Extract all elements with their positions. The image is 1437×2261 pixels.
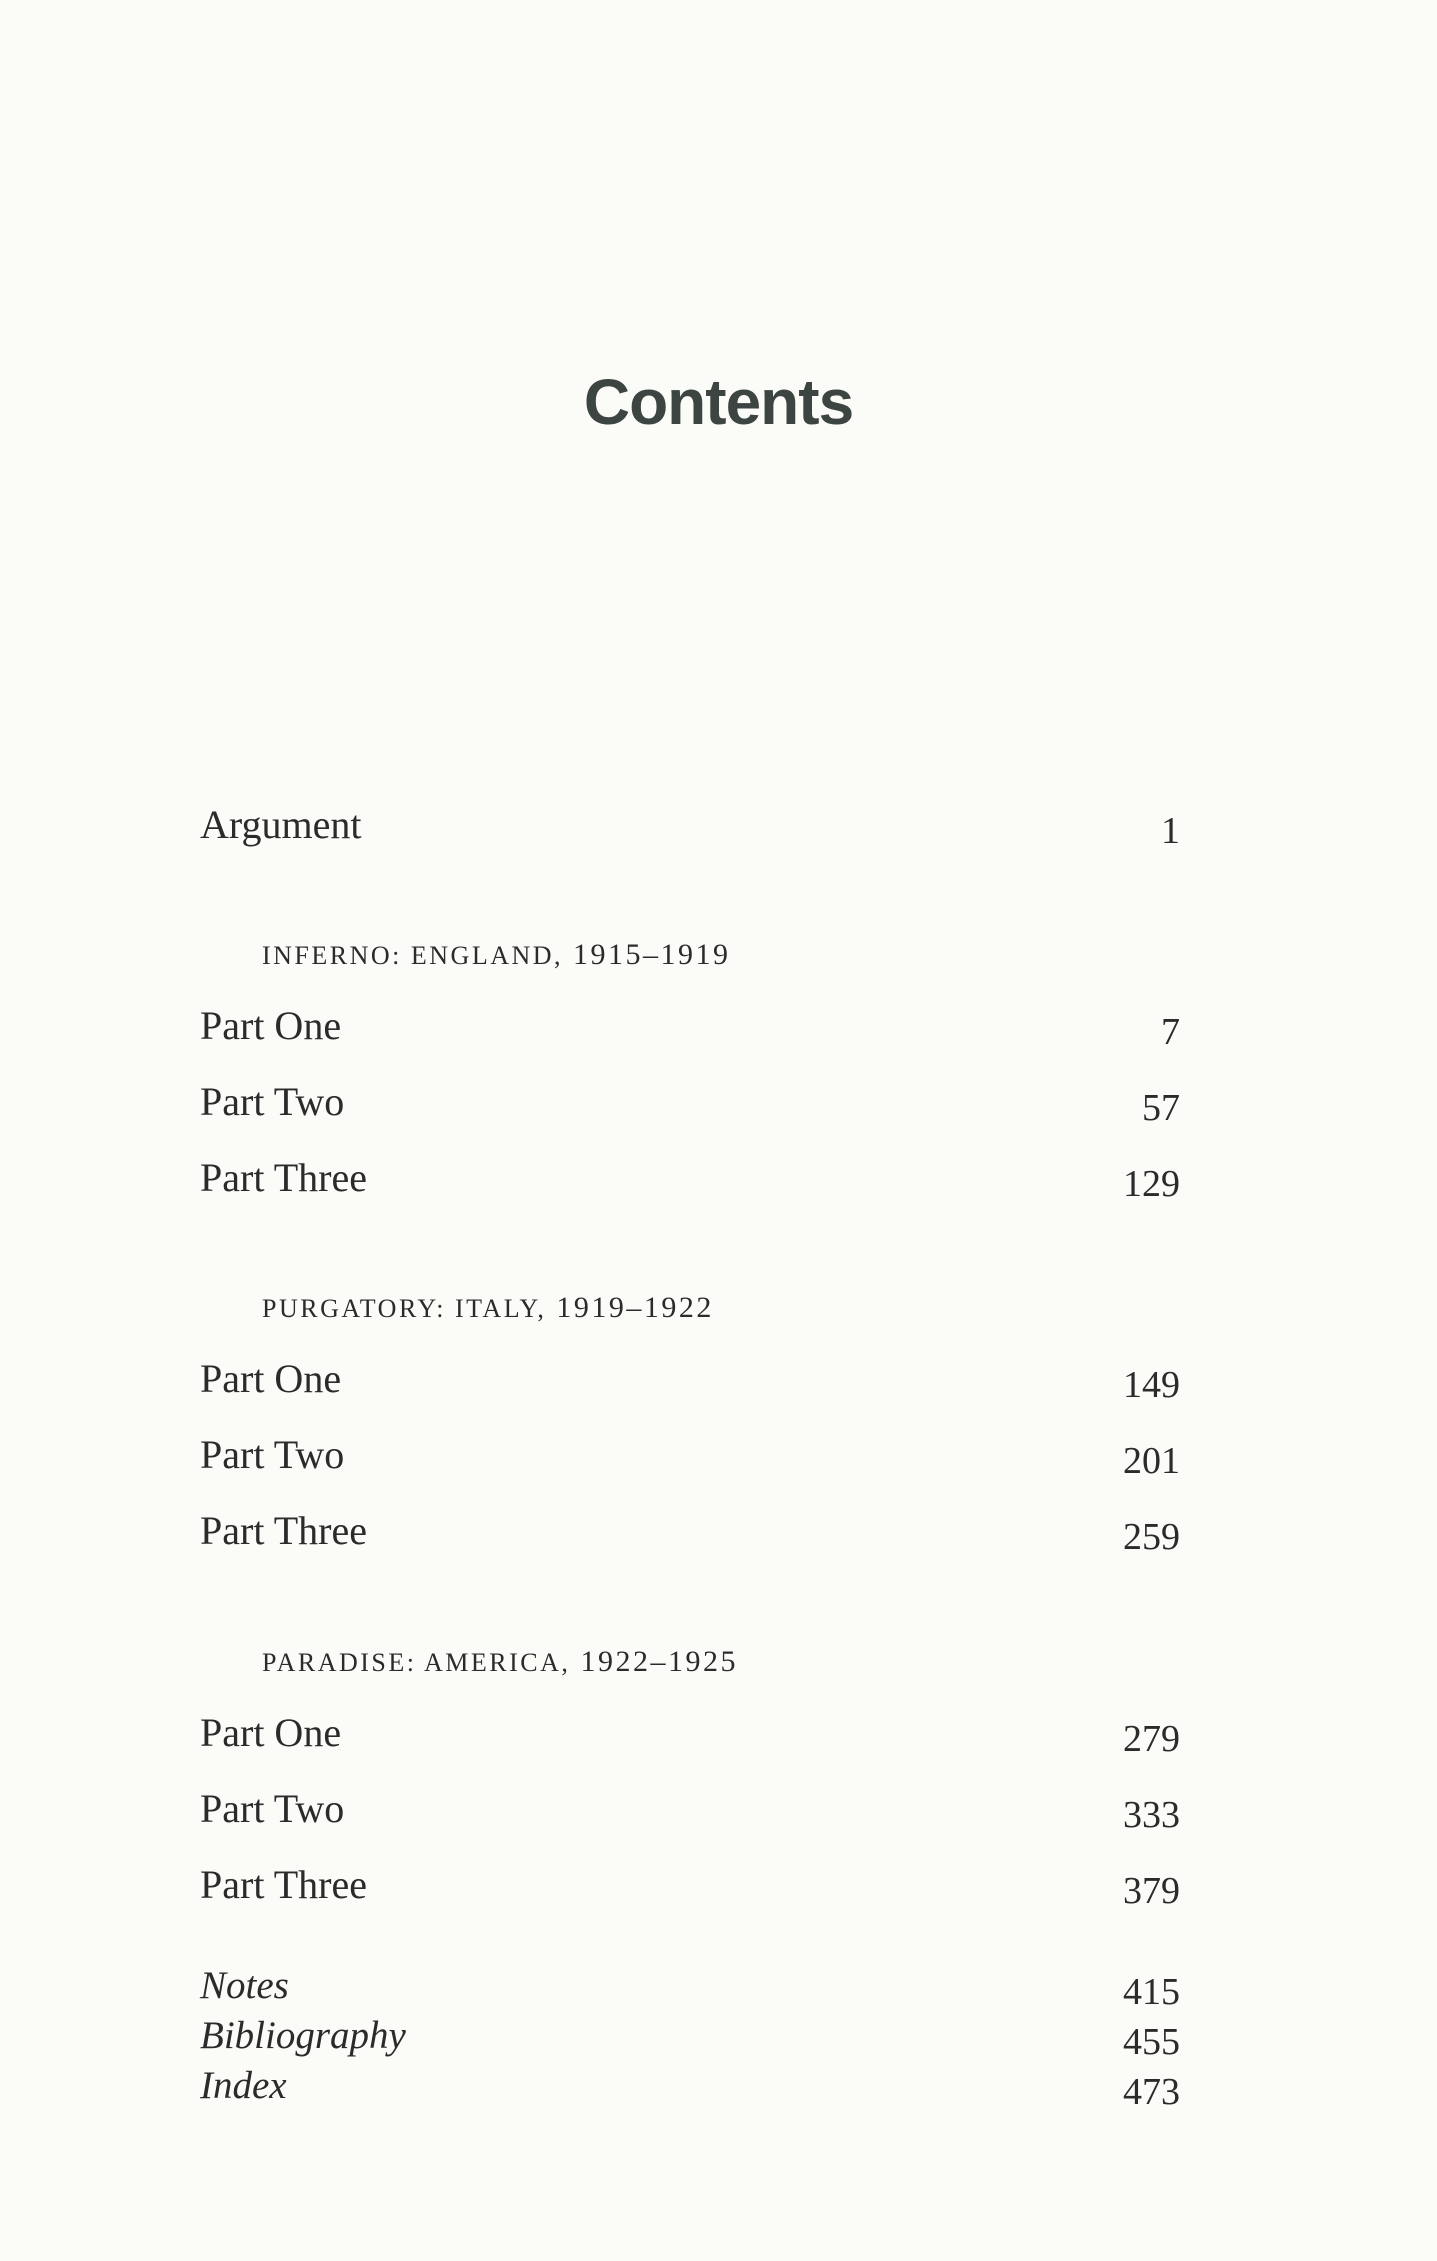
toc-entry-argument	[200, 795, 1180, 855]
toc-entry-page: 455	[1123, 2021, 1180, 2063]
section-heading-years: 1919–1922	[556, 1291, 714, 1324]
toc-entry-page: 279	[1123, 1718, 1180, 1760]
toc-entry-label: Part Three	[200, 1508, 367, 1553]
toc-entry-label: Bibliography	[200, 2014, 406, 2057]
toc-entry-page: 57	[1142, 1087, 1180, 1129]
section-heading-years: 1922–1925	[580, 1645, 738, 1678]
toc-entry-part	[200, 1425, 1180, 1485]
toc-entry-page: 379	[1123, 1870, 1180, 1912]
section-heading-purgatory	[262, 1288, 714, 1329]
section-heading-text: PURGATORY: ITALY,	[262, 1294, 547, 1323]
toc-entry-part	[200, 1072, 1180, 1132]
toc-entry-page: 415	[1123, 1971, 1180, 2013]
toc-entry-part	[200, 1703, 1180, 1763]
toc-entry-label: Part Two	[200, 1432, 345, 1477]
section-heading-inferno	[262, 935, 731, 976]
toc-entry-page: 259	[1123, 1516, 1180, 1558]
toc-entry-page: 201	[1123, 1440, 1180, 1482]
toc-entry-label: Index	[200, 2064, 287, 2107]
page-title: Contents	[583, 366, 854, 438]
toc-entry-page: 473	[1123, 2071, 1180, 2113]
section-heading-paradise	[262, 1642, 738, 1683]
toc-entry-label: Notes	[200, 1964, 289, 2007]
section-heading-text: PARADISE: AMERICA,	[262, 1648, 571, 1677]
section-heading-text: INFERNO: ENGLAND,	[262, 941, 564, 970]
toc-entry-label: Part Three	[200, 1862, 367, 1907]
toc-entry-part	[200, 1779, 1180, 1839]
toc-entry-index	[200, 2056, 1180, 2116]
toc-entry-page: 129	[1123, 1163, 1180, 1205]
toc-entry-label: Part One	[200, 1710, 342, 1755]
toc-entry-page: 1	[1161, 810, 1180, 852]
toc-entry-page: 149	[1123, 1364, 1180, 1406]
toc-entry-label: Part Two	[200, 1786, 345, 1831]
section-heading-years: 1915–1919	[573, 938, 731, 971]
toc-entry-part	[200, 1855, 1180, 1915]
toc-entry-page: 7	[1161, 1011, 1180, 1053]
toc-entry-page: 333	[1123, 1794, 1180, 1836]
toc-entry-label: Argument	[200, 802, 362, 847]
toc-entry-part	[200, 1501, 1180, 1561]
toc-entry-part	[200, 996, 1180, 1056]
toc-entry-label: Part Two	[200, 1079, 345, 1124]
toc-entry-label: Part One	[200, 1003, 342, 1048]
toc-entry-label: Part One	[200, 1356, 342, 1401]
toc-entry-part	[200, 1349, 1180, 1409]
toc-entry-part	[200, 1148, 1180, 1208]
toc-entry-label: Part Three	[200, 1155, 367, 1200]
